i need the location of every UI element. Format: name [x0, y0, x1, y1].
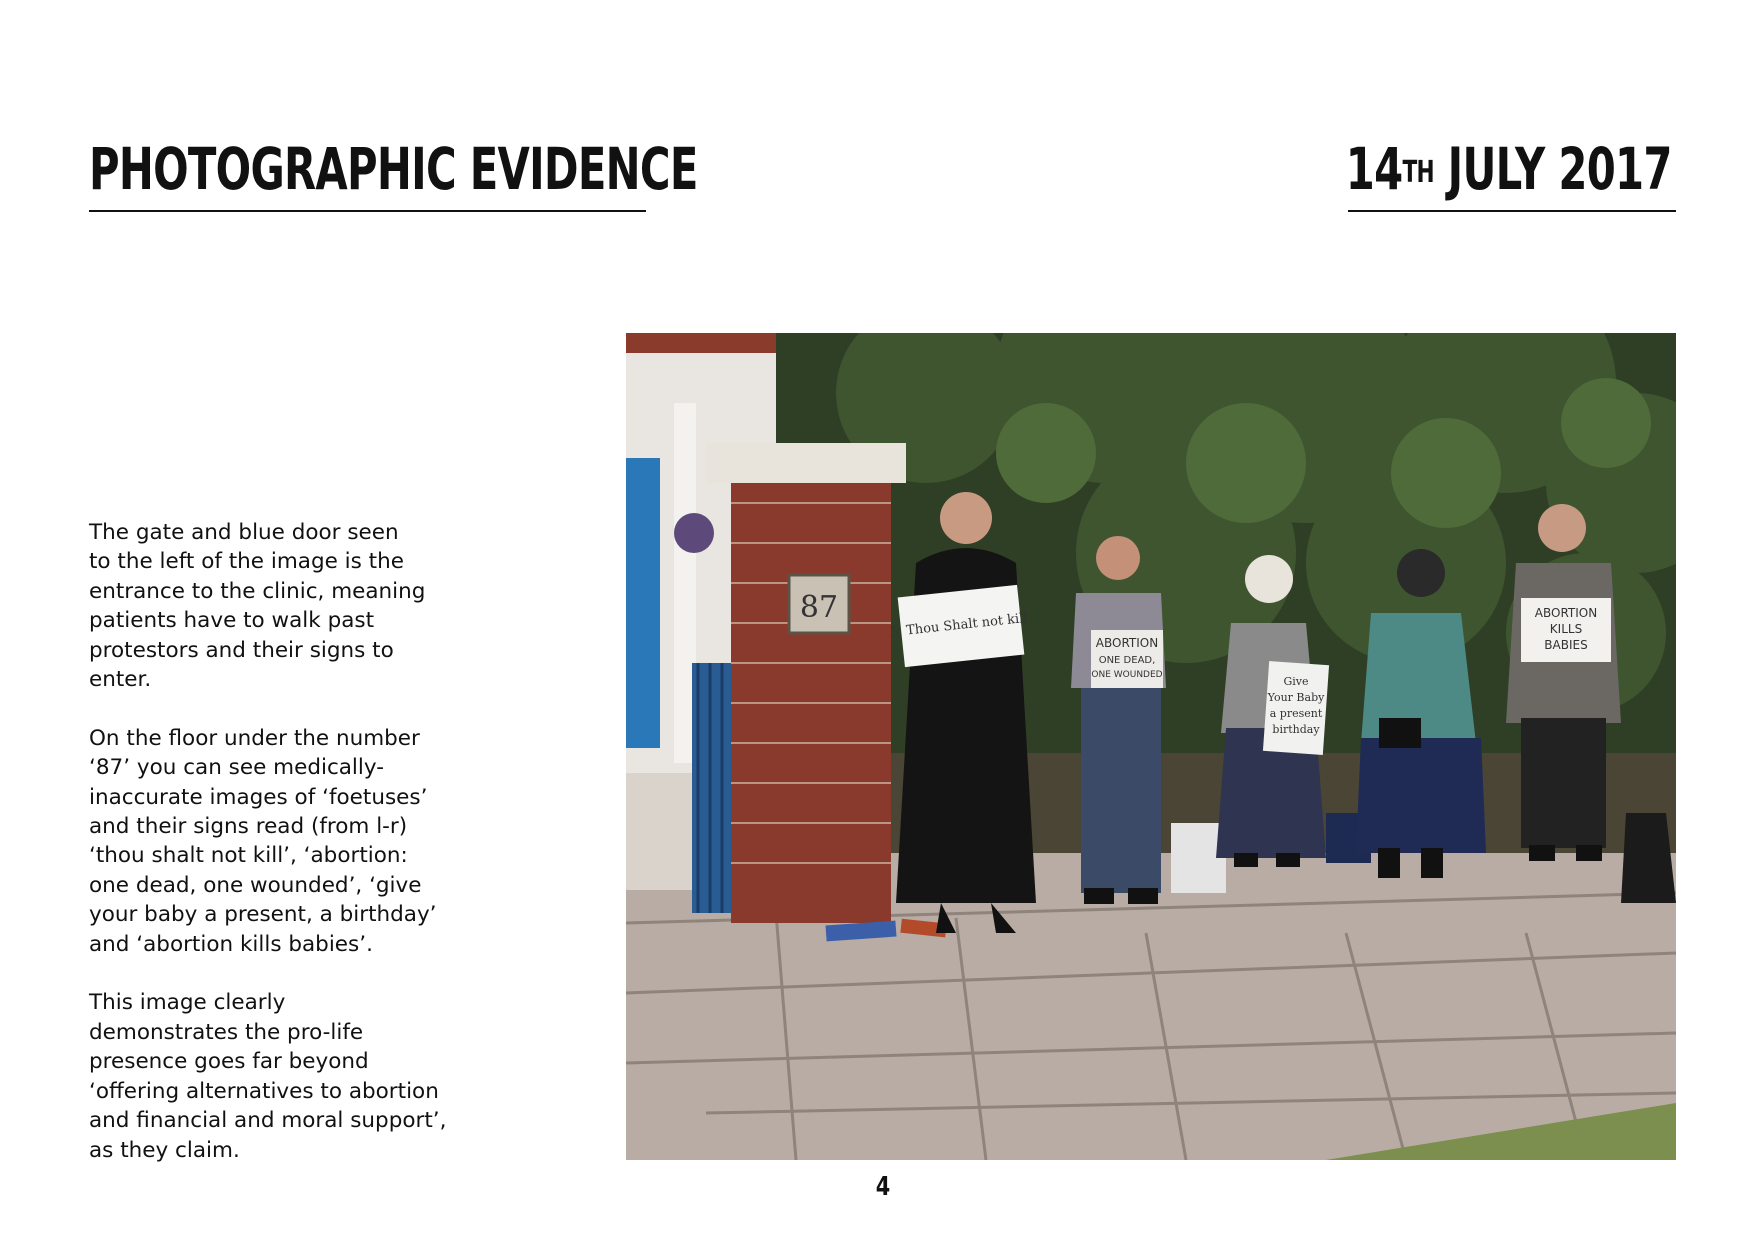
page-title: PHOTOGRAPHIC EVIDENCE — [89, 135, 698, 203]
sign-give-line-3: a present — [1269, 707, 1323, 720]
date-underline — [1348, 210, 1676, 212]
paragraph-clinic-entrance: The gate and blue door seen to the left of the image is the entrance to the clinic, meaning patients have to walk past protestors and their signs to enter. — [89, 520, 426, 693]
sign-abortion-line-1: ABORTION — [1095, 636, 1159, 650]
sign-kills-line-3: BABIES — [1544, 638, 1588, 652]
paragraph-conclusion: This image clearly demonstrates the pro-life presence goes far beyond ‘offering alternatives to abortion and financial and moral support’, as they claim. — [89, 990, 447, 1163]
sign-give-line-1: Give — [1283, 675, 1309, 688]
sign-abortion-line-2: ONE DEAD, — [1098, 655, 1156, 666]
title-underline — [89, 210, 646, 212]
sign-kills-line-1: ABORTION — [1534, 606, 1598, 620]
description-text — [89, 518, 489, 1194]
sign-thou-shalt-not-kill: 5. Thou Shalt not kill — [889, 610, 1029, 641]
page-number: 4 — [875, 1172, 891, 1202]
sign-abortion-line-3: ONE WOUNDED — [1091, 670, 1163, 680]
paragraph-signs: On the floor under the number ‘87’ you can see medically- inaccurate images of ‘foetuses’ and their signs read (from l-r) ‘thou shalt not kill’, ‘abortion: one dead, one wounded’, ‘give your baby a present, a birthday’ and ‘abortion kills babies’. — [89, 725, 437, 957]
house-number: 87 — [799, 590, 839, 625]
sign-give-line-4: birthday — [1272, 723, 1320, 736]
date-day: 14 — [1346, 135, 1403, 203]
date-suffix: TH — [1402, 155, 1435, 190]
sign-give-line-2: Your Baby — [1267, 691, 1325, 704]
protest-photo — [626, 333, 1676, 1160]
date-heading — [1346, 134, 1672, 204]
date-month-year: JULY 2017 — [1434, 135, 1672, 203]
sign-kills-line-2: KILLS — [1549, 622, 1583, 636]
